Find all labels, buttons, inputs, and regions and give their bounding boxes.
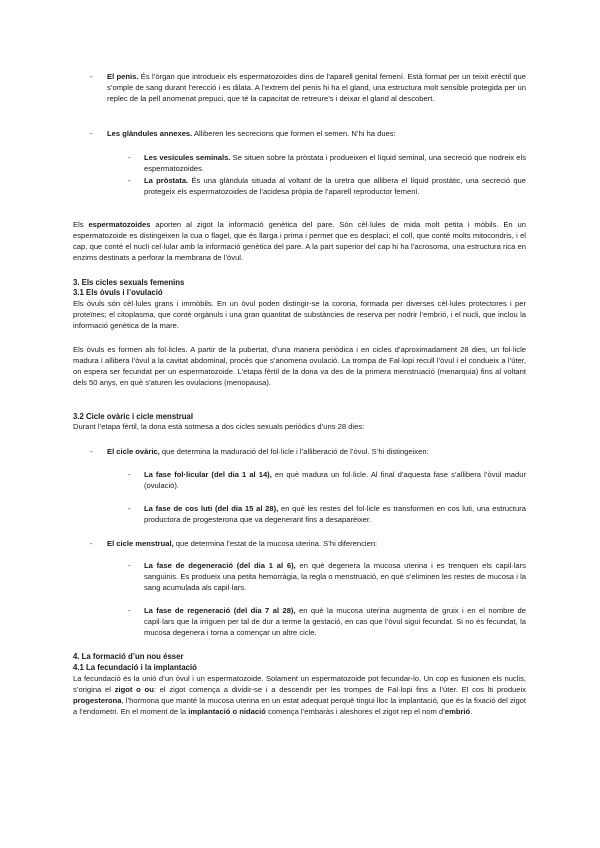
- subsection-heading-3-2: 3.2 Cicle ovàric i cicle menstrual: [73, 412, 194, 421]
- term-vesicules: Les vesícules seminals.: [144, 153, 231, 162]
- list-item-glandules: [107, 128, 526, 139]
- list-item-penis: [107, 71, 526, 104]
- text-fase-folicular: en què madura un fol·licle. Al final d’aquesta fase s’allibera l’òvul madur (ovulació).: [144, 470, 526, 491]
- paragraph-espermatozoides: [73, 219, 526, 263]
- section-heading-4: 4. La formació d’un nou ésser: [73, 652, 184, 661]
- text-vesicules: Se situen sobre la pròstata i produeixen el líquid seminal, una secreció que nodreix els espermatozoides.: [144, 153, 526, 174]
- term-espermatozoides: espermatozoides: [88, 220, 151, 229]
- text-fec-3: , l’hormona que manté la mucosa uterina en un estat adequat perquè tingui lloc la implantació, que és la fixació del zigot a l’endometri. En el moment de la: [73, 696, 526, 717]
- term-cicle-menstrual: El cicle menstrual,: [107, 539, 174, 548]
- list-item-fase-cos-luti: [144, 503, 526, 525]
- term-embrio: embrió: [444, 707, 471, 717]
- bullet-marker: -: [128, 504, 131, 513]
- text-glandules: Alliberen les secrecions que formen el semen. N’hi ha dues:: [192, 129, 396, 138]
- term-fase-regeneracio: La fase de regeneració (del dia 7 al 28),: [144, 606, 296, 615]
- term-fase-degeneracio: La fase de degeneració (del dia 1 al 6),: [144, 561, 296, 570]
- text-pre: Els: [73, 220, 89, 229]
- text-fec-4: comença l’embaràs i aleshores el zigot rep el nom d’: [265, 707, 445, 717]
- text-fase-degeneracio: en què degenera la mucosa uterina i es trenquen els capil·lars sanguinis. Es produeix una petita hemorràgia, la regla o menstruació, en què s’eliminen les restes de mucosa i la sang acumulada als capil·lars.: [144, 561, 526, 593]
- text-fec-2: : el zigot comença a dividir-se i a descendir per les trompes de Fal·lopi fins a l’úter. El cos lti produeix: [153, 685, 526, 695]
- paragraph-follicles: Els òvuls es formen als fol·licles. A partir de la pubertat, d’una manera periòdica i en cicles d’aproximadament 28 dies, un fol·licle madura i allibera l’òvul a la cavitat abdominal, procés que s’anomena ovulació. La trompa de Fal·lopi recull l’òvul i el condueix a l’úter, on espera ser fecundat per un espermatozoide. L’etapa fèrtil de la dona va des de la primera menstruació (menarquia) fins al voltant dels 50 anys, en què s’aturen les ovulacions (menopausa).: [73, 345, 526, 388]
- term-progesterona: progesterona: [73, 696, 122, 706]
- subsection-heading-4-1: 4.1 La fecundació i la implantació: [73, 663, 197, 672]
- bullet-marker: -: [128, 176, 131, 185]
- list-item-fase-degeneracio: [144, 560, 526, 593]
- term-implantacio: implantació o nidació: [188, 707, 266, 717]
- text-espermatozoides: aporten al zigot la informació genètica del pare. Són cèl·lules de mida molt petita i mòbils. En un espermatozoide es distingeixen la cua o flagel, que és llarga i prima i permet que es desplaci; el coll, que conté molts mitocondris, i el cap, que conté el nucli cel·lular amb la informació genètica del pare. A la part superior del cap hi ha l’acrosoma, una estructura rica en enzims destinats a perforar la membrana de l’òvul.: [73, 220, 526, 263]
- bullet-marker: -: [90, 447, 93, 456]
- term-prostata: La pròstata.: [144, 176, 189, 185]
- list-item-fase-regeneracio: [144, 605, 526, 638]
- term-cicle-ovaric: El cicle ovàric,: [107, 447, 160, 456]
- text-fase-cos-luti: en què les restes del fol·licle es transformen en cos luti, una estructura productora de progesterona que va degenerant fins a desaparèixer.: [144, 504, 526, 525]
- bullet-marker: -: [128, 606, 131, 615]
- paragraph-cicles: Durant l’etapa fèrtil, la dona està sotmesa a dos cicles sexuals periòdics d’uns 28 dies:: [73, 422, 365, 431]
- list-item-fase-folicular: [144, 469, 526, 491]
- bullet-marker: -: [90, 129, 93, 138]
- term-fase-cos-luti: La fase de cos luti (del dia 15 al 28),: [144, 504, 279, 513]
- section-heading-3: 3. Els cicles sexuals femenins: [73, 278, 185, 287]
- list-item-prostata: [144, 175, 526, 197]
- bullet-marker: -: [128, 153, 131, 162]
- subsection-heading-3-1: 3.1 Els òvuls i l’ovulació: [73, 288, 163, 297]
- paragraph-ovuls: Els òvuls són cèl·lules grans i immòbils. En un òvul poden distingir-se la corona, formada per diverses cèl·lules protectores i per proteïnes; el citoplasma, que conté orgànuls i una gran quantitat de substàncies de reserva per nodrir l’embrió, i el nucli, que inclou la informació genètica de la mare.: [73, 299, 526, 331]
- bullet-marker: -: [128, 561, 131, 570]
- list-item-vesicules: [144, 152, 526, 174]
- bullet-marker: -: [128, 470, 131, 479]
- list-item-cicle-menstrual: [107, 538, 526, 549]
- text-fase-regeneracio: en què la mucosa uterina augmenta de gruix i en el nombre de capil·lars que la irriguen per tal de dur a terme la gestació, en cas que l’òvul sigui fecundat. Si no és fecundat, la mucosa degenera i torna a començar un altre cicle.: [144, 606, 526, 638]
- term-zigot: zigot o ou: [114, 685, 154, 695]
- term-fase-folicular: La fase fol·licular (del dia 1 al 14),: [144, 470, 272, 479]
- term-penis: El penis.: [107, 72, 139, 81]
- text-cicle-ovaric: que determina la maduració del fol·licle i l’alliberació de l’òvul. S’hi distingeixen:: [159, 447, 429, 456]
- text-fec-1: La fecundació és la unió d’un òvul i un espermatozoide. Solament un espermatozoide pot fecundar-lo. Un cop es fusionen els nuclis, s’origina el: [73, 674, 526, 695]
- text-fec-5: .: [470, 707, 473, 717]
- text-prostata: És una glàndula situada al voltant de la uretra que allibera el líquid prostàtic, una secreció que protegeix els espermatozoides de l’acidesa pròpia de l’aparell reproductor femení.: [144, 176, 527, 197]
- text-penis: És l’òrgan que introdueix els espermatozoides dins de l’aparell genital femení. Està format per un teixit erèctil que s’omple de sang durant l’erecció i es dilata. A l’extrem del penis hi ha el gland, una estructura molt sensible protegida per un replec de la pell anomenat prepuci, que té la capacitat de retreure’s i deixar el gland al descobert.: [107, 72, 526, 104]
- bullet-marker: -: [90, 72, 93, 81]
- term-glandules: Les glàndules annexes.: [107, 129, 193, 138]
- list-item-cicle-ovaric: [107, 446, 526, 457]
- text-cicle-menstrual: que determina l’estat de la mucosa uterina. S’hi diferencien:: [173, 539, 378, 548]
- paragraph-fecundacio: [73, 673, 526, 717]
- bullet-marker: -: [90, 539, 93, 548]
